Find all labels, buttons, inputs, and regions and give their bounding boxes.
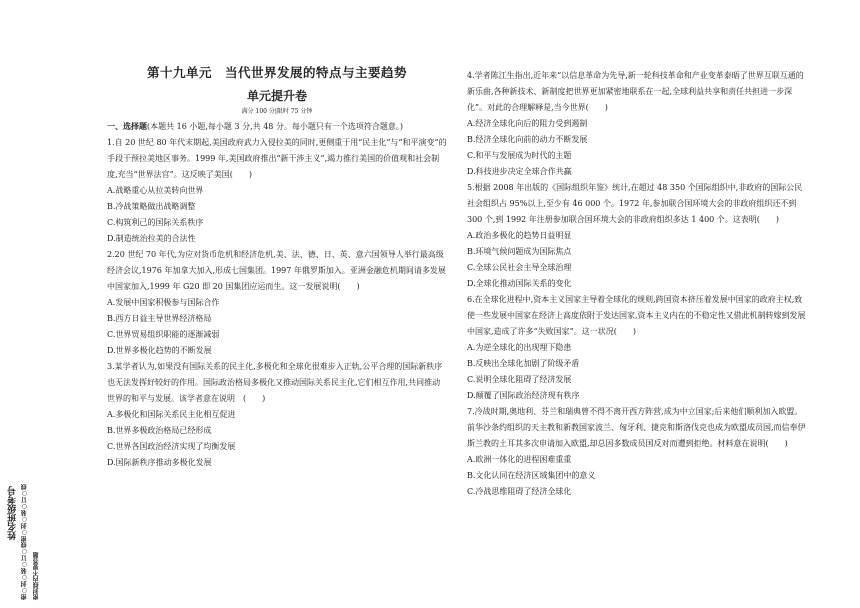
sub-title: 单元提升卷: [246, 89, 307, 103]
option-d[interactable]: D.国际新秩序推动多极化发展: [107, 458, 212, 467]
question-stem: 5.根据 2008 年出版的《国际组织年鉴》统计,在超过 48 350 个国际组织中,非政府的国际公民社会组织占 95%以上,至少有 46 000 个。1972 年,参加联合国环境大会的非政府组织还不到 300 个,到 1992 年注册参加联合国环境大会的非政府组织多达 1 400 个。这表明( ): [467, 183, 803, 224]
seal-line: 密○封○装○订○线密○封○装○订○线: [21, 484, 28, 600]
seal-warning: 密封线内不要答题: [33, 552, 40, 600]
question-stem: 7.冷战时期,奥地利、芬兰和瑞典曾不得不离开西方阵营,成为中立国家;后来他们顺利加入欧盟。前华沙条约组织的天主教和新教国家波兰、匈牙利、捷克和斯洛伐克也成为欧盟成员国,而信奉伊斯兰教的土耳其多次申请加入欧盟,却总因多数成员国反对而遭到拒绝。材料意在说明( ): [467, 407, 806, 448]
question-stem: 3.某学者认为,如果没有国际关系的民主化,多极化和全球化很难步入正轨,公平合理的国际新秩序也无法发挥好较好的作用。国际政治格局多极化又推动国际关系民主化,它们相互作用,共同推动世界的和平与发展。该学者意在说明 ( ): [107, 362, 443, 403]
student-info-label: 姓名班级考号: [8, 486, 18, 540]
option-b[interactable]: B.文化认同在经济区域集团中的意义: [467, 471, 596, 480]
question-stem: 6.在全球化进程中,资本主义国家主导着全球化的规则,跨国资本挤压着发展中国家的政府主权,致使一些发展中国家在经济上高度依附于发达国家,资本主义内在的不稳定性又借此机制转嫁到发展中国家,造成了许多“失败国家”。这一状况( ): [467, 295, 806, 336]
option-b[interactable]: B.反映出全球化加剧了阶级矛盾: [467, 359, 580, 368]
option-b[interactable]: B.西方日益主导世界经济格局: [107, 314, 212, 323]
option-c[interactable]: C.说明全球化阻碍了经济发展: [467, 375, 572, 384]
question-3: [107, 359, 447, 471]
option-d[interactable]: D.世界多极化趋势的不断发展: [107, 346, 212, 355]
option-c[interactable]: C.全球公民社会主导全球治理: [467, 263, 572, 272]
section-heading-bold: 一、选择题: [107, 122, 147, 131]
question-7: [467, 404, 807, 500]
section-heading: [107, 119, 447, 135]
question-stem: 2.20 世纪 70 年代,为应对货币危机和经济危机,美、法、德、日、英、意六国领导人举行最高级经济会议,1976 年加拿大加入,形成七国集团。1997 年俄罗斯加入。亚洲金融危机期间请多发展中国家加入,1999 年 G20 即 20 国集团应运而生。这一发展说明( ): [107, 250, 446, 291]
option-d[interactable]: D.科技进步决定全球合作共赢: [467, 167, 572, 176]
option-c[interactable]: C.世界贸易组织职能的逐渐减弱: [107, 330, 220, 339]
question-stem: 1.自 20 世纪 80 年代末期起,美国政府武力入侵拉美的同时,更侧重于用“民主化”与“和平演变”的手段干预拉美地区事务。1999 年,美国政府推出“新干涉主义”,竭力推行美国的价值观和社会制度,充当“世界法官”。这反映了美国( ): [107, 138, 447, 179]
question-1: [107, 135, 447, 247]
option-a[interactable]: A.为逆全球化的出现埋下隐患: [467, 343, 572, 352]
question-stem: 4.学者陈江生指出,近年来“以信息革命为先导,新一轮科技革命和产业变革泰晤了世界互联互通的新乐曲,各种新技术、新制度把世界更加紧密地联系在一起,全球利益共享和责任共担进一步深化”。对此的合理解释是,当今世界( ): [467, 71, 804, 112]
left-column: [107, 64, 447, 471]
option-b[interactable]: B.经济全球化向前的动力不断发展: [467, 135, 588, 144]
option-b[interactable]: B.冷战策略做出战略调整: [107, 202, 196, 211]
option-a[interactable]: A.政治多极化的趋势日益明显: [467, 231, 572, 240]
option-d[interactable]: D.全球化推动国际关系的变化: [467, 279, 572, 288]
option-b[interactable]: B.世界多极政治格局已经形成: [107, 426, 212, 435]
binding-margin: [4, 330, 44, 600]
option-d[interactable]: D.制造统治拉美的合法性: [107, 234, 196, 243]
question-2: [107, 247, 447, 359]
question-5: [467, 180, 807, 292]
option-a[interactable]: A.欧洲一体化的进程困难重重: [467, 455, 572, 464]
right-column: [467, 68, 807, 500]
option-a[interactable]: A.经济全球化向后的阻力受到遏制: [467, 119, 588, 128]
option-b[interactable]: B.环境气候问题成为国际焦点: [467, 247, 572, 256]
question-4: [467, 68, 807, 180]
option-a[interactable]: A.多极化和国际关系民主化相互促进: [107, 410, 236, 419]
unit-title: 第十九单元 当代世界发展的特点与主要趋势: [146, 65, 407, 80]
option-c[interactable]: C.和平与发展成为时代的主题: [467, 151, 572, 160]
option-c[interactable]: C.世界各国政治经济实现了均衡发展: [107, 442, 236, 451]
option-a[interactable]: A.发展中国家积极参与国际合作: [107, 298, 220, 307]
score-note: 满分 100 分|限时 75 分钟: [241, 108, 313, 115]
option-c[interactable]: C.构筑利己的国际关系秩序: [107, 218, 204, 227]
option-a[interactable]: A.战略重心从拉美转向世界: [107, 186, 204, 195]
option-c[interactable]: C.冷战思维阻碍了经济全球化: [467, 487, 572, 496]
question-6: [467, 292, 807, 404]
option-d[interactable]: D.颠覆了国际政治经济现有秩序: [467, 391, 580, 400]
section-heading-instructions: (本题共 16 小题,每小题 3 分,共 48 分。每小题只有一个选项符合题意。): [147, 122, 404, 131]
